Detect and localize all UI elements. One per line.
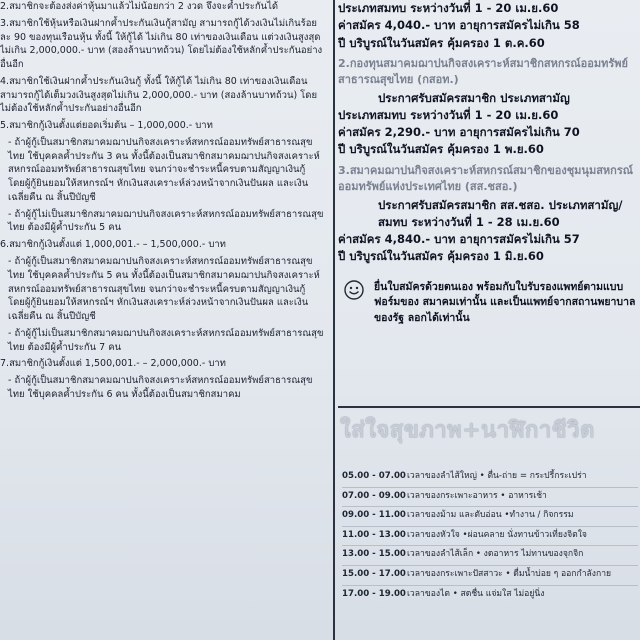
rule-line: 3.สมาชิกใช้หุ้นหรือเงินฝากค้ำประกันเงินกู้สามัญ สามารถกู้ได้วงเงินไม่เกินร้อยละ 90 ของทุนเรือนหุ้น ทั้งนี้ ให้กู้ได้ ไม่เกิน 80 เท่าของเงินเดือน แต่วงเงินสูงสุดไม่เกิน 2,000,000.- บาท (สองล้านบาทถ้วน) โดยไม่ต้องใช้หลักค้ำประกันอย่างอื่นอีก [0, 17, 323, 71]
schedule-description: เวลาของลำไส้ใหญ่ • ตื่น-ถ่าย = กระปรี้กระเปร่า [407, 471, 587, 481]
rule-line: - ถ้าผู้กู้เป็นสมาชิกสมาคมฌาปนกิจสงเคราะห์สหกรณ์ออมทรัพย์สาธารณสุขไทย ใช้บุคคลค้ำประกัน 5 คน ทั้งนี้ต้องเป็นสมาชิกสมาคมฌาปนกิจสงเคราะห์สหกรณ์ออมทรัพย์สาธารณสุขไทย จนกว่าจะชำระหนี้ครบตามสัญญาเงินกู้ โดยผู้กู้ยินยอมให้สหกรณ์ฯ หักเงินสงเคราะห์ล่วงหน้าจากเงินปันผล และเงินเฉลี่ยคืน ณ สิ้นปีบัญชี [8, 256, 320, 323]
schedule-row [342, 565, 638, 585]
schedule-time: 13.00 - 15.00 [342, 549, 406, 560]
notice-line: ปี บริบูรณ์ในวันสมัคร คุ้มครอง 1 ต.ค.60 [338, 35, 545, 50]
notice-line: ประกาศรับสมัครสมาชิก สส.ชสอ. ประเภทสามัญ/สมทบ ระหว่างวันที่ 1 - 28 เม.ย.60 [378, 197, 623, 229]
schedule-row [342, 545, 638, 565]
notice-line: ประกาศรับสมัครสมาชิก ประเภทสามัญ [378, 90, 570, 105]
rule-line: 4.สมาชิกใช้เงินฝากค้ำประกันเงินกู้ ทั้งนี้ ให้กู้ได้ ไม่เกิน 80 เท่าของเงินเดือน สามารถกู้ได้เต็มวงเงินสูงสุดไม่เกิน 2,000,000.- บาท (สองล้านบาทถ้วน) โดยไม่ต้องใช้หลักค้ำประกันอย่างอื่นอีก [0, 75, 318, 115]
section-heading: 3.สมาคมฌาปนกิจสงเคราะห์สหกรณ์สมาชิกของชุมนุมสหกรณ์ออมทรัพย์แห่งประเทศไทย (สส.ชสอ.) [338, 163, 633, 193]
schedule-row [342, 506, 638, 526]
rule-line: - ถ้าผู้กู้เป็นสมาชิกสมาคมฌาปนกิจสงเคราะห์สหกรณ์ออมทรัพย์สาธารณสุขไทย ใช้บุคคลค้ำประกัน 3 คน ทั้งนี้ต้องเป็นสมาชิกสมาคมฌาปนกิจสงเคราะห์สหกรณ์ออมทรัพย์สาธารณสุขไทย จนกว่าจะชำระหนี้ครบตามสัญญาเงินกู้ โดยผู้กู้ยินยอมให้สหกรณ์ฯ หักเงินสงเคราะห์ล่วงหน้าจากเงินปันผล และเงินเฉลี่ยคืน ณ สิ้นปีบัญชี [8, 136, 320, 203]
rule-line: 6.สมาชิกกู้เงินตั้งแต่ 1,000,001.- – 1,500,000.- บาท [0, 239, 226, 251]
schedule-time: 07.00 - 09.00 [342, 490, 406, 501]
schedule-description: เวลาของม้าม และตับอ่อน •ทำงาน / กิจกรรม [407, 510, 574, 521]
self-apply-notice [338, 280, 638, 327]
schedule-description: เวลาของลำไส้เล็ก • งดอาหาร ไม่ทานของจุกจิก [407, 549, 584, 560]
rule-line: 7.สมาชิกกู้เงินตั้งแต่ 1,500,001.- – 2,000,000.- บาท [0, 358, 226, 370]
rule-line: 2.สมาชิกจะต้องส่งค่าหุ้นมาแล้วไม่น้อยกว่า 2 งวด จึงจะค้ำประกันได้ [0, 1, 279, 12]
schedule-row [342, 487, 638, 507]
schedule-time: 15.00 - 17.00 [342, 568, 406, 579]
schedule-time: 05.00 - 07.00 [342, 471, 406, 481]
notice-line: ค่าสมัคร 2,290.- บาท อายุการสมัครไม่เกิน 70 [338, 125, 580, 140]
schedule-description: เวลาของกระเพาะปัสสาวะ • ดื่มน้ำบ่อย ๆ ออกกำลังกาย [407, 568, 612, 579]
schedule-description: เวลาของกระเพาะอาหาร • อาหารเช้า [407, 490, 547, 501]
notice-line: ปี บริบูรณ์ในวันสมัคร คุ้มครอง 1 พ.ย.60 [338, 142, 544, 157]
schedule-description: เวลาของหัวใจ •ผ่อนคลาย นั่งทานข้าวเที่ยงจิตใจ [407, 529, 587, 540]
schedule-time: 17.00 - 19.00 [342, 588, 406, 599]
rule-line: - ถ้าผู้กู้เป็นสมาชิกสมาคมฌาปนกิจสงเคราะห์สหกรณ์ออมทรัพย์สาธารณสุขไทย ใช้บุคคลค้ำประกัน 6 คน ทั้งนี้ต้องเป็นสมาชิกสมาคม [8, 375, 313, 400]
notice-line: ปี บริบูรณ์ในวันสมัคร คุ้มครอง 1 มิ.ย.60 [338, 249, 544, 264]
schedule-row [342, 468, 638, 487]
notice-line: ค่าสมัคร 4,840.- บาท อายุการสมัครไม่เกิน 57 [338, 232, 580, 246]
section-divider [338, 406, 640, 408]
rule-line: - ถ้าผู้กู้ไม่เป็นสมาชิกสมาคมฌาปนกิจสงเคราะห์สหกรณ์ออมทรัพย์สาธารณสุขไทย ต้องมีผู้ค้ำประกัน 5 คน [8, 208, 324, 234]
body-clock-schedule [342, 468, 638, 604]
schedule-row [342, 585, 638, 605]
section-heading: 2.กองทุนสมาคมฌาปนกิจสงเคราะห์สมาชิกสหกรณ์ออมทรัพย์สาธารณสุขไทย (กสอท.) [338, 56, 628, 86]
notice-line: ประเภทสมทบ ระหว่างวันที่ 1 - 20 เม.ย.60 [338, 1, 559, 15]
notice-line: ประเภทสมทบ ระหว่างวันที่ 1 - 20 เม.ย.60 [338, 107, 559, 122]
schedule-time: 09.00 - 11.00 [342, 510, 406, 521]
smiley-icon [344, 280, 364, 300]
notice-text: ยื่นใบสมัครด้วยตนเอง พร้อมกับใบรับรองแพทย์ตามแบบฟอร์มของ สมาคมเท่านั้น และเป็นแพทย์จากสถานพยาบาลของรัฐ ลอกได้เท่านั้น [374, 280, 636, 324]
schedule-description: เวลาของไต • สดชื่น แจ่มใส ไม่อยู่นิ่ง [407, 588, 545, 599]
rule-line: - ถ้าผู้กู้ไม่เป็นสมาชิกสมาคมฌาปนกิจสงเคราะห์สหกรณ์ออมทรัพย์สาธารณสุขไทย ต้องมีผู้ค้ำประกัน 7 คน [8, 327, 324, 353]
schedule-time: 11.00 - 13.00 [342, 529, 406, 540]
schedule-row [342, 526, 638, 546]
column-divider [333, 0, 335, 640]
rule-line: 5.สมาชิกกู้เงินตั้งแต่ยอดเริ่มต้น – 1,000,000.- บาท [0, 120, 213, 132]
schedule-title: ใส่ใจสุขภาพ+นาฬิกาชีวิต [340, 418, 595, 443]
notice-line: ค่าสมัคร 4,040.- บาท อายุการสมัครไม่เกิน 58 [338, 18, 580, 33]
